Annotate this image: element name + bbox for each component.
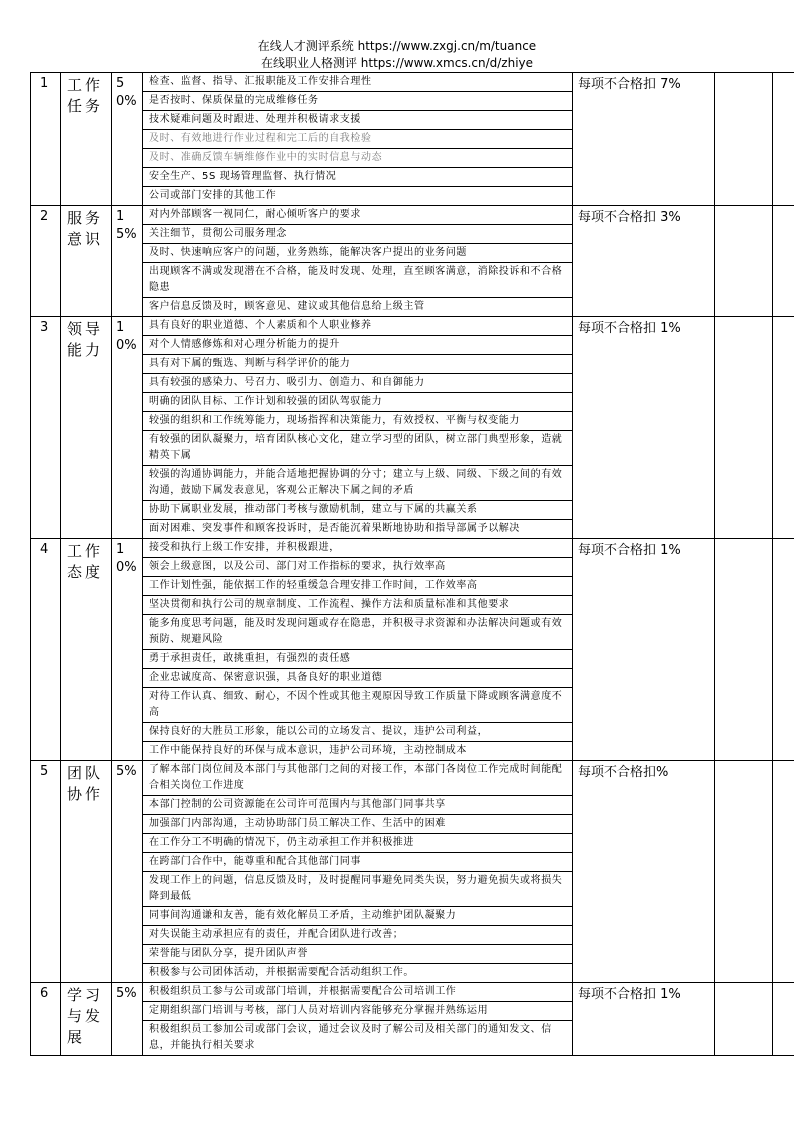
criteria-item: 面对困难、突发事件和顾客投诉时，是否能沉着果断地协助和指导部属予以解决 [149, 523, 520, 534]
criteria-row [31, 761, 794, 983]
criteria-row [31, 539, 794, 761]
criteria-item: 在工作分工不明确的情况下，仍主动承担工作并积极推进 [143, 834, 572, 853]
criteria-name: 团队协作 [61, 761, 112, 983]
criteria-items [143, 983, 573, 1056]
criteria-item: 客户信息反馈及时，顾客意见、建议或其他信息给上级主管 [149, 301, 425, 312]
criteria-item: 发现工作上的问题，信息反馈及时，及时提醒同事避免同类失误，努力避免损失或将损失降到最低 [143, 872, 572, 907]
criteria-item: 本部门控制的公司资源能在公司许可范围内与其他部门同事共享 [143, 796, 572, 815]
score-cell [715, 317, 773, 539]
row-number: 5 [31, 761, 61, 983]
deduction-rule: 每项不合格扣 7% [573, 73, 715, 206]
criteria-item: 对失误能主动承担应有的责任，并配合团队进行改善； [143, 926, 572, 945]
criteria-item: 是否按时、保质保量的完成维修任务 [143, 92, 572, 111]
deduction-rule: 每项不合格扣 3% [573, 206, 715, 317]
criteria-item: 具有较强的感染力、号召力、吸引力、创造力、和自御能力 [143, 374, 572, 393]
criteria-item: 出现顾客不满或发现潜在不合格，能及时发现、处理，直至顾客满意，消除投诉和不合格隐患 [143, 263, 572, 298]
criteria-item: 较强的组织和工作统筹能力，现场指挥和决策能力，有效授权、平衡与权变能力 [143, 412, 572, 431]
criteria-row [31, 206, 794, 317]
score-cell [715, 539, 773, 761]
criteria-weight: 15% [112, 206, 143, 317]
criteria-items [143, 317, 573, 539]
criteria-item: 协助下属职业发展，推动部门考核与激励机制，建立与下属的共赢关系 [143, 501, 572, 520]
criteria-weight: 10% [112, 317, 143, 539]
criteria-item: 定期组织部门培训与考核，部门人员对培训内容能够充分掌握并熟练运用 [143, 1002, 572, 1021]
criteria-item: 有较强的团队凝聚力，培育团队核心文化，建立学习型的团队，树立部门典型形象，造就精英下属 [143, 431, 572, 466]
header-line-2: 在线职业人格测评 https://www.xmcs.cn/d/zhiye [260, 56, 534, 70]
criteria-item: 领会上级意图，以及公司、部门对工作指标的要求，执行效率高 [143, 558, 572, 577]
criteria-items [143, 73, 573, 206]
row-number: 3 [31, 317, 61, 539]
criteria-item: 及时、有效地进行作业过程和完工后的自我检验 [143, 130, 572, 149]
criteria-row [31, 73, 794, 206]
remark-cell [773, 761, 794, 983]
score-cell [715, 983, 773, 1056]
criteria-item: 检查、监督、指导、汇报职能及工作安排合理性 [143, 73, 572, 92]
criteria-item: 企业忠诚度高、保密意识强，具备良好的职业道德 [143, 669, 572, 688]
score-cell [715, 73, 773, 206]
score-cell [715, 761, 773, 983]
criteria-name: 服务意识 [61, 206, 112, 317]
criteria-item: 及时、快速响应客户的问题，业务熟练，能解决客户提出的业务问题 [143, 244, 572, 263]
row-number: 1 [31, 73, 61, 206]
criteria-item: 接受和执行上级工作安排，并积极跟进， [143, 539, 572, 558]
criteria-item: 及时、准确反馈车辆维修作业中的实时信息与动态 [143, 149, 572, 168]
criteria-item: 关注细节，贯彻公司服务理念 [143, 225, 572, 244]
criteria-item: 技术疑难问题及时跟进、处理并积极请求支援 [143, 111, 572, 130]
remark-cell [773, 539, 794, 761]
deduction-rule: 每项不合格扣 1% [573, 539, 715, 761]
criteria-weight: 10% [112, 539, 143, 761]
criteria-item: 在跨部门合作中，能尊重和配合其他部门同事 [143, 853, 572, 872]
criteria-items [143, 206, 573, 317]
criteria-item: 明确的团队目标、工作计划和较强的团队驾驭能力 [143, 393, 572, 412]
criteria-item: 能多角度思考问题，能及时发现问题或存在隐患，并积极寻求资源和办法解决问题或有效预防、规避风险 [143, 615, 572, 650]
criteria-name: 学习与发展 [61, 983, 112, 1056]
criteria-weight: 5% [112, 983, 143, 1056]
criteria-row [31, 983, 794, 1056]
criteria-item: 较强的沟通协调能力，并能合适地把握协调的分寸；建立与上级、同级、下级之间的有效沟通，鼓励下属发表意见，客观公正解决下属之间的矛盾 [143, 466, 572, 501]
remark-cell [773, 206, 794, 317]
score-cell [715, 206, 773, 317]
criteria-item: 加强部门内部沟通，主动协助部门员工解决工作、生活中的困难 [143, 815, 572, 834]
criteria-row [31, 317, 794, 539]
criteria-item: 荣誉能与团队分享，提升团队声誉 [143, 945, 572, 964]
header-line-1: 在线人才测评系统 https://www.zxgj.cn/m/tuance [257, 39, 537, 53]
criteria-item: 公司或部门安排的其他工作 [149, 190, 277, 201]
remark-cell [773, 73, 794, 206]
criteria-item: 坚决贯彻和执行公司的规章制度、工作流程、操作方法和质量标准和其他要求 [143, 596, 572, 615]
criteria-item: 保持良好的大胜员工形象，能以公司的立场发言、提议，违护公司利益， [143, 723, 572, 742]
criteria-item: 了解本部门岗位间及本部门与其他部门之间的对接工作，本部门各岗位工作完成时间能配合相关岗位工作进度 [143, 761, 572, 796]
criteria-item: 积极组织员工参加公司或部门会议，通过会议及时了解公司及相关部门的通知发文、信息，并能执行相关要求 [149, 1024, 552, 1051]
criteria-item: 积极参与公司团体活动，并根据需要配合活动组织工作。 [149, 967, 414, 978]
criteria-item: 具有对下属的甄选、判断与科学评价的能力 [143, 355, 572, 374]
row-number: 6 [31, 983, 61, 1056]
criteria-item: 安全生产、5S 现场管理监督、执行情况 [143, 168, 572, 187]
criteria-item: 具有良好的职业道德、个人素质和个人职业修养 [143, 317, 572, 336]
criteria-item: 工作中能保持良好的环保与成本意识，违护公司环境，主动控制成本 [149, 745, 467, 756]
criteria-items [143, 539, 573, 761]
criteria-item: 积极组织员工参与公司或部门培训，并根据需要配合公司培训工作 [143, 983, 572, 1002]
criteria-name: 工作态度 [61, 539, 112, 761]
page-header [0, 38, 794, 72]
remark-cell [773, 317, 794, 539]
criteria-items [143, 761, 573, 983]
deduction-rule: 每项不合格扣 1% [573, 983, 715, 1056]
criteria-name: 领导能力 [61, 317, 112, 539]
criteria-item: 对内外部顾客一视同仁，耐心倾听客户的要求 [143, 206, 572, 225]
criteria-weight: 50% [112, 73, 143, 206]
criteria-name: 工作任务 [61, 73, 112, 206]
deduction-rule: 每项不合格扣% [573, 761, 715, 983]
criteria-item: 勇于承担责任，敢挑重担，有强烈的责任感 [143, 650, 572, 669]
row-number: 2 [31, 206, 61, 317]
criteria-weight: 5% [112, 761, 143, 983]
remark-cell [773, 983, 794, 1056]
evaluation-table [30, 72, 794, 1056]
criteria-item: 对个人情感修炼和对心理分析能力的提升 [143, 336, 572, 355]
criteria-item: 对待工作认真、细致、耐心，不因个性或其他主观原因导致工作质量下降或顾客满意度不高 [143, 688, 572, 723]
row-number: 4 [31, 539, 61, 761]
deduction-rule: 每项不合格扣 1% [573, 317, 715, 539]
criteria-item: 同事间沟通谦和友善，能有效化解员工矛盾，主动维护团队凝聚力 [143, 907, 572, 926]
criteria-item: 工作计划性强，能依据工作的轻重缓急合理安排工作时间，工作效率高 [143, 577, 572, 596]
